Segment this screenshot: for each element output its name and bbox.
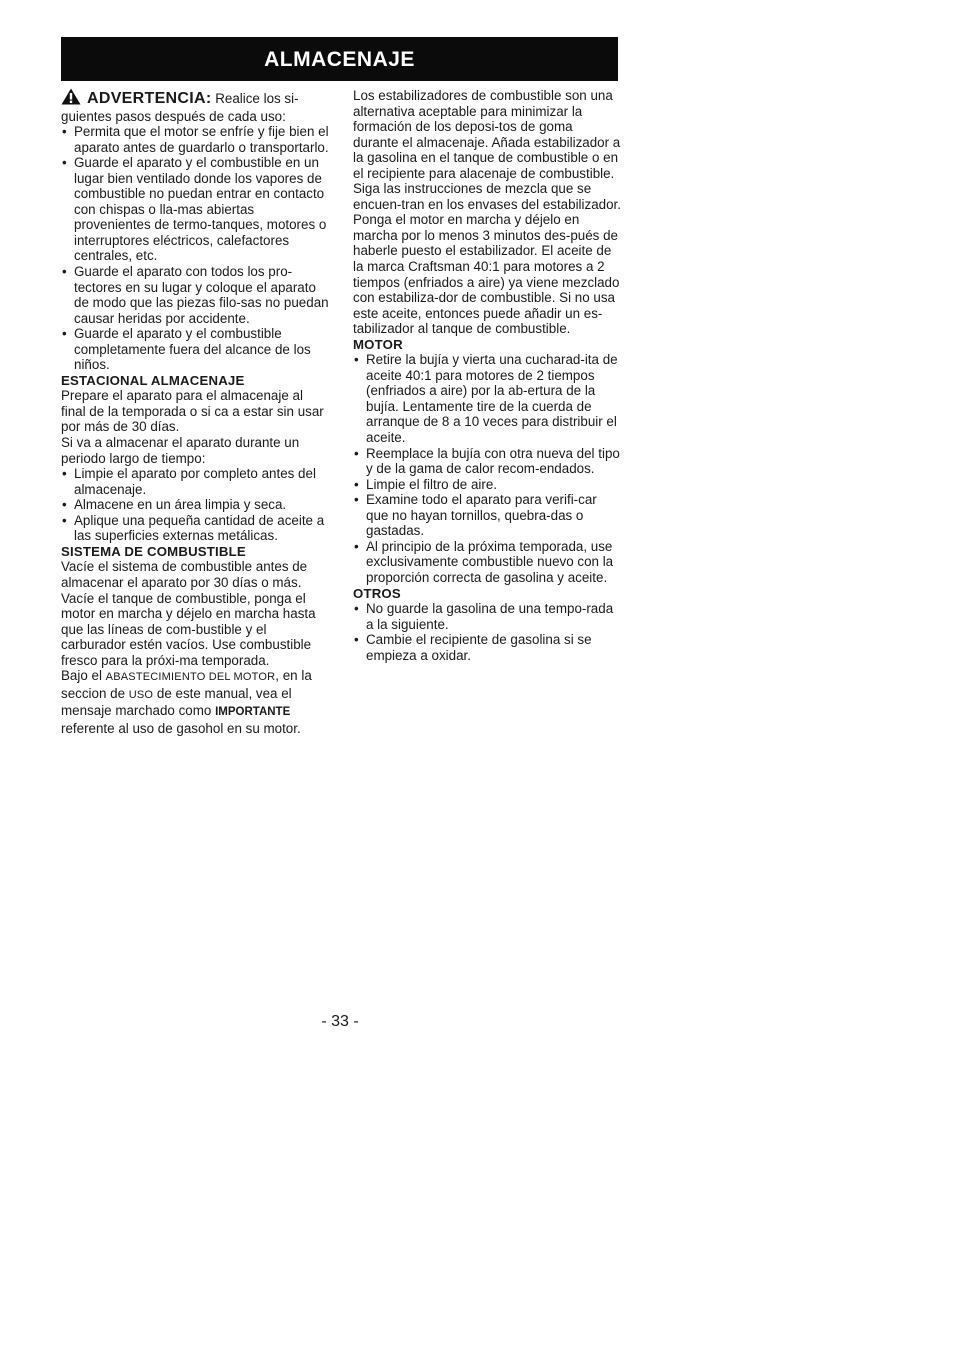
section-banner: ALMACENAJE (61, 37, 618, 81)
list-item: • No guarde la gasolina de una tempo-rada a la siguiente. (353, 601, 621, 632)
list-item: • Guarde el aparato y el combustible completamente fuera del alcance de los niños. (61, 326, 329, 373)
warning-intro: Realice los si-guientes pasos después de cada uso: (61, 91, 299, 124)
otros-list (353, 601, 621, 663)
estacional-list (61, 466, 329, 544)
list-item: • Reemplace la bujía con otra nueva del tipo y de la gama de calor recom-endados. (353, 446, 621, 477)
warning-paragraph (61, 88, 329, 124)
page-number: - 33 - (321, 1013, 359, 1030)
motor-list (353, 352, 621, 585)
otros-heading: OTROS (353, 585, 401, 601)
list-item: • Limpie el aparato por completo antes del almacenaje. (61, 466, 329, 497)
estacional-heading: ESTACIONAL ALMACENAJE (61, 372, 245, 388)
list-item: • Permita que el motor se enfríe y fije bien el aparato antes de guardarlo o transportarlo. (61, 124, 329, 155)
motor-heading: MOTOR (353, 336, 403, 352)
sistema-paragraph-1: Vacíe el sistema de combustible antes de almacenar el aparato por 30 días o más. Vacíe el tanque de combustible, ponga el motor en marcha y déjelo en marcha hasta que las líneas de com-bustible y el carburador estén vacíos. Use combustible fresco para la próxi-ma temporada. (61, 559, 316, 668)
warning-list (61, 124, 329, 373)
text-fragment: de este manual, vea el mensaje marchado como (61, 685, 292, 719)
list-item: • Limpie el filtro de aire. (353, 477, 621, 493)
list-item: • Al principio de la próxima temporada, use exclusivamente combustible nuevo con la proporción correcta de gasolina y aceite. (353, 539, 621, 586)
uso-reference: USO (128, 688, 154, 701)
list-item: • Cambie el recipiente de gasolina si se empieza a oxidar. (353, 632, 621, 663)
estacional-paragraph-1: Prepare el aparato para el almacenaje al final de la temporada o si ca a estar sin usar por más de 30 días. (61, 388, 324, 435)
text-fragment: Bajo el (61, 668, 106, 684)
list-item: • Guarde el aparato y el combustible en un lugar bien ventilado donde los vapores de combustible no puedan entrar en contacto con chispas o lla-mas abiertas provenientes de termo-tanques, motores o interruptores eléctricos, calefactores centrales, etc. (61, 155, 329, 264)
list-item: • Aplique una pequeña cantidad de aceite a las superficies externas metálicas. (61, 513, 329, 544)
list-item: • Examine todo el aparato para verifi-car que no hayan tornillos, quebra-das o gastadas. (353, 492, 621, 539)
left-column (61, 88, 329, 736)
warning-label: ADVERTENCIA: (87, 90, 212, 107)
sistema-heading: SISTEMA DE COMBUSTIBLE (61, 543, 246, 559)
abastecimiento-reference: ABASTECIMIENTO DEL MOTOR (105, 671, 276, 684)
stabilizer-paragraph: Los estabilizadores de combustible son una alternativa aceptable para minimizar la formación de los deposi-tos de goma durante el almacenaje. Añada estabilizador a la gasolina en el tanque de combustible o en el recipiente para alacenaje de combustible. Siga las instrucciones de mezcla que se encuen-tran en los envases del estabilizador. Ponga el motor en marcha y déjelo en marcha por lo menos 3 minutos des-pués de haberle puesto el estabilizador. El aceite de la marca Craftsman 40:1 para motores a 2 tiempos (enfriados a aire) ya viene mezclado con estabiliza-dor de combustible. Si no usa este aceite, entonces puede añadir un es-tabilizador al tanque de combustible. (353, 88, 621, 337)
sistema-paragraph-2 (61, 668, 329, 736)
warning-triangle-icon (61, 88, 81, 109)
list-item: • Guarde el aparato con todos los pro-tectores en su lugar y coloque el aparato de modo que las piezas filo-sas no puedan causar heridas por accidente. (61, 264, 329, 326)
list-item: • Retire la bujía y vierta una cucharad-ita de aceite 40:1 para motores de 2 tiempos (enfriados a aire) por la ab-ertura de la bujía. Lentamente tire de la cuerda de arranque de 8 a 10 veces para distribuir el aceite. (353, 352, 621, 445)
text-fragment: , en la seccion de (61, 668, 312, 701)
list-item: • Almacene en un área limpia y seca. (61, 497, 329, 513)
text-fragment: referente al uso de gasohol en su motor. (61, 720, 301, 736)
right-column (353, 88, 621, 663)
importante-label: IMPORTANTE (215, 706, 291, 719)
estacional-paragraph-2: Si va a almacenar el aparato durante un periodo largo de tiempo: (61, 435, 300, 466)
